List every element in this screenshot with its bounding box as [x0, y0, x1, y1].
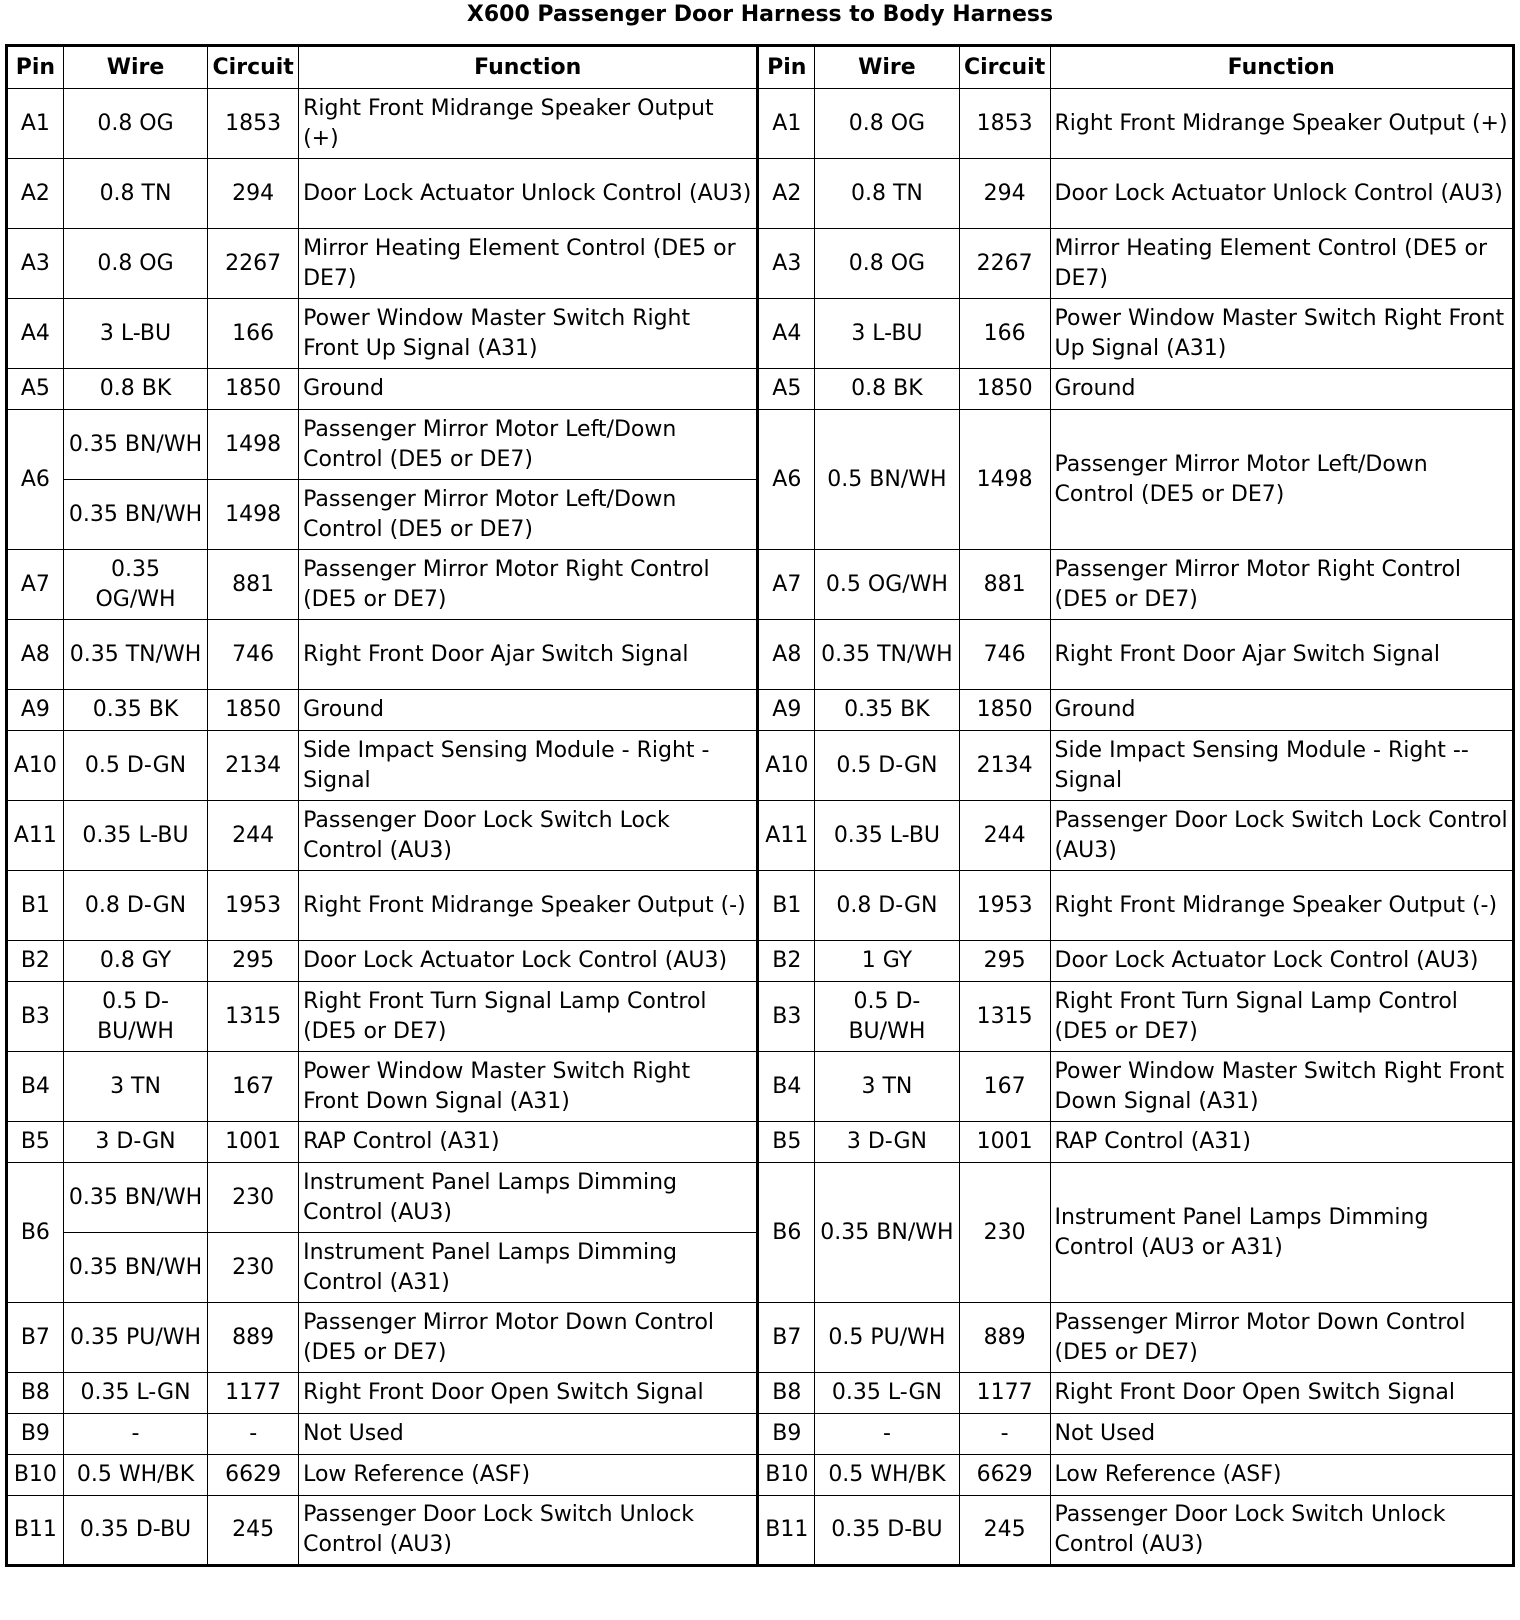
table-row — [7, 1303, 1514, 1373]
right-function: RAP Control (A31) — [1050, 1122, 1514, 1163]
table-row — [7, 1163, 1514, 1233]
right-wire: 0.5 D-GN — [815, 731, 960, 801]
left-function: Low Reference (ASF) — [299, 1455, 758, 1496]
left-pin: A10 — [7, 731, 64, 801]
right-function: Right Front Midrange Speaker Output (+) — [1050, 89, 1514, 159]
left-wire: - — [63, 1414, 208, 1455]
left-circuit: 2267 — [208, 229, 299, 299]
right-wire: 0.8 TN — [815, 159, 960, 229]
left-pin: B3 — [7, 982, 64, 1052]
table-row — [7, 89, 1514, 159]
right-pin: A4 — [758, 299, 815, 369]
header-circuit: Circuit — [959, 46, 1050, 89]
left-wire: 0.8 OG — [63, 89, 208, 159]
right-wire: 1 GY — [815, 941, 960, 982]
table-row — [7, 731, 1514, 801]
left-function: Right Front Midrange Speaker Output (-) — [299, 871, 758, 941]
left-circuit: - — [208, 1414, 299, 1455]
left-wire: 0.5 D-GN — [63, 731, 208, 801]
table-row — [7, 1455, 1514, 1496]
left-wire: 0.5 WH/BK — [63, 1455, 208, 1496]
right-wire: 0.35 L-BU — [815, 801, 960, 871]
left-pin: B7 — [7, 1303, 64, 1373]
left-pin: B9 — [7, 1414, 64, 1455]
left-wire: 0.8 BK — [63, 369, 208, 410]
right-pin: B3 — [758, 982, 815, 1052]
left-wire: 0.35 BN/WH — [63, 1163, 208, 1233]
right-wire: 3 TN — [815, 1052, 960, 1122]
right-pin: A10 — [758, 731, 815, 801]
left-pin: A2 — [7, 159, 64, 229]
left-function: Passenger Mirror Motor Down Control (DE5 or DE7) — [299, 1303, 758, 1373]
left-pin: A4 — [7, 299, 64, 369]
right-wire: 0.8 OG — [815, 89, 960, 159]
right-function: Right Front Midrange Speaker Output (-) — [1050, 871, 1514, 941]
right-circuit: 1850 — [959, 690, 1050, 731]
right-circuit: 1498 — [959, 410, 1050, 550]
right-function: Passenger Mirror Motor Down Control (DE5 or DE7) — [1050, 1303, 1514, 1373]
harness-pin-table — [5, 44, 1515, 1567]
left-function: Power Window Master Switch Right Front Up Signal (A31) — [299, 299, 758, 369]
right-circuit: 167 — [959, 1052, 1050, 1122]
right-function: Mirror Heating Element Control (DE5 or DE7) — [1050, 229, 1514, 299]
right-function: Passenger Door Lock Switch Unlock Control (AU3) — [1050, 1496, 1514, 1566]
table-row — [7, 1496, 1514, 1566]
header-circuit: Circuit — [208, 46, 299, 89]
left-wire: 0.35 L-BU — [63, 801, 208, 871]
left-function: Power Window Master Switch Right Front Down Signal (A31) — [299, 1052, 758, 1122]
left-circuit: 295 — [208, 941, 299, 982]
right-function: Power Window Master Switch Right Front Up Signal (A31) — [1050, 299, 1514, 369]
right-function: Passenger Mirror Motor Right Control (DE5 or DE7) — [1050, 550, 1514, 620]
left-circuit: 167 — [208, 1052, 299, 1122]
left-wire: 0.8 OG — [63, 229, 208, 299]
right-circuit: - — [959, 1414, 1050, 1455]
left-wire: 0.35 BN/WH — [63, 1233, 208, 1303]
left-function: RAP Control (A31) — [299, 1122, 758, 1163]
left-pin: B4 — [7, 1052, 64, 1122]
table-row — [7, 1052, 1514, 1122]
right-wire: - — [815, 1414, 960, 1455]
right-pin: A7 — [758, 550, 815, 620]
table-row — [7, 369, 1514, 410]
right-function: Right Front Door Ajar Switch Signal — [1050, 620, 1514, 690]
left-circuit: 2134 — [208, 731, 299, 801]
right-pin: A11 — [758, 801, 815, 871]
left-pin: A9 — [7, 690, 64, 731]
left-function: Right Front Door Open Switch Signal — [299, 1373, 758, 1414]
left-function: Right Front Midrange Speaker Output (+) — [299, 89, 758, 159]
left-pin: B5 — [7, 1122, 64, 1163]
left-circuit: 6629 — [208, 1455, 299, 1496]
right-pin: A1 — [758, 89, 815, 159]
left-circuit: 889 — [208, 1303, 299, 1373]
right-circuit: 1953 — [959, 871, 1050, 941]
left-function: Passenger Door Lock Switch Unlock Control (AU3) — [299, 1496, 758, 1566]
left-function: Right Front Turn Signal Lamp Control (DE5 or DE7) — [299, 982, 758, 1052]
left-wire: 0.8 GY — [63, 941, 208, 982]
right-pin: B6 — [758, 1163, 815, 1303]
left-wire: 0.35 OG/WH — [63, 550, 208, 620]
left-circuit: 244 — [208, 801, 299, 871]
left-pin: B8 — [7, 1373, 64, 1414]
left-pin: A6 — [7, 410, 64, 550]
header-function: Function — [1050, 46, 1514, 89]
table-row — [7, 801, 1514, 871]
right-wire: 0.35 TN/WH — [815, 620, 960, 690]
left-wire: 3 L-BU — [63, 299, 208, 369]
right-function: Ground — [1050, 690, 1514, 731]
left-wire: 0.5 D-BU/WH — [63, 982, 208, 1052]
left-circuit: 881 — [208, 550, 299, 620]
left-function: Passenger Mirror Motor Right Control (DE5 or DE7) — [299, 550, 758, 620]
left-function: Passenger Mirror Motor Left/Down Control (DE5 or DE7) — [299, 410, 758, 480]
left-pin: A1 — [7, 89, 64, 159]
table-row — [7, 299, 1514, 369]
right-pin: B5 — [758, 1122, 815, 1163]
right-circuit: 230 — [959, 1163, 1050, 1303]
left-circuit: 1498 — [208, 480, 299, 550]
left-function: Passenger Door Lock Switch Lock Control (AU3) — [299, 801, 758, 871]
right-function: Passenger Door Lock Switch Lock Control (AU3) — [1050, 801, 1514, 871]
table-row — [7, 1122, 1514, 1163]
left-wire: 0.8 TN — [63, 159, 208, 229]
left-wire: 0.35 TN/WH — [63, 620, 208, 690]
left-circuit: 1850 — [208, 690, 299, 731]
header-wire: Wire — [815, 46, 960, 89]
right-wire: 0.35 BK — [815, 690, 960, 731]
left-circuit: 245 — [208, 1496, 299, 1566]
left-function: Mirror Heating Element Control (DE5 or DE7) — [299, 229, 758, 299]
left-circuit: 746 — [208, 620, 299, 690]
right-function: Power Window Master Switch Right Front Down Signal (A31) — [1050, 1052, 1514, 1122]
table-body — [7, 89, 1514, 1566]
right-pin: B7 — [758, 1303, 815, 1373]
right-wire: 0.5 OG/WH — [815, 550, 960, 620]
right-wire: 3 L-BU — [815, 299, 960, 369]
right-wire: 0.35 L-GN — [815, 1373, 960, 1414]
right-pin: B4 — [758, 1052, 815, 1122]
left-wire: 0.35 BN/WH — [63, 410, 208, 480]
table-row — [7, 1414, 1514, 1455]
right-pin: B8 — [758, 1373, 815, 1414]
right-pin: B1 — [758, 871, 815, 941]
left-circuit: 1498 — [208, 410, 299, 480]
right-wire: 0.8 D-GN — [815, 871, 960, 941]
left-pin: B2 — [7, 941, 64, 982]
header-row — [7, 46, 1514, 89]
right-circuit: 295 — [959, 941, 1050, 982]
right-circuit: 166 — [959, 299, 1050, 369]
table-row — [7, 229, 1514, 299]
right-circuit: 1177 — [959, 1373, 1050, 1414]
right-circuit: 1853 — [959, 89, 1050, 159]
right-circuit: 294 — [959, 159, 1050, 229]
table-row — [7, 1373, 1514, 1414]
left-wire: 3 TN — [63, 1052, 208, 1122]
right-pin: A5 — [758, 369, 815, 410]
right-function: Side Impact Sensing Module - Right -- Signal — [1050, 731, 1514, 801]
table-row — [7, 871, 1514, 941]
left-function: Side Impact Sensing Module - Right - Signal — [299, 731, 758, 801]
right-circuit: 1850 — [959, 369, 1050, 410]
right-pin: B2 — [758, 941, 815, 982]
left-wire: 0.35 BK — [63, 690, 208, 731]
table-row — [7, 410, 1514, 480]
right-function: Ground — [1050, 369, 1514, 410]
left-pin: A11 — [7, 801, 64, 871]
left-function: Instrument Panel Lamps Dimming Control (A31) — [299, 1233, 758, 1303]
left-wire: 0.35 BN/WH — [63, 480, 208, 550]
right-pin: B11 — [758, 1496, 815, 1566]
left-pin: B11 — [7, 1496, 64, 1566]
left-pin: A7 — [7, 550, 64, 620]
right-circuit: 2267 — [959, 229, 1050, 299]
left-function: Door Lock Actuator Unlock Control (AU3) — [299, 159, 758, 229]
right-wire: 0.35 BN/WH — [815, 1163, 960, 1303]
right-circuit: 2134 — [959, 731, 1050, 801]
header-function: Function — [299, 46, 758, 89]
left-wire: 0.35 L-GN — [63, 1373, 208, 1414]
header-pin: Pin — [7, 46, 64, 89]
table-row — [7, 159, 1514, 229]
left-function: Door Lock Actuator Lock Control (AU3) — [299, 941, 758, 982]
right-function: Passenger Mirror Motor Left/Down Control (DE5 or DE7) — [1050, 410, 1514, 550]
right-function: Right Front Door Open Switch Signal — [1050, 1373, 1514, 1414]
right-circuit: 1315 — [959, 982, 1050, 1052]
left-pin: A3 — [7, 229, 64, 299]
right-wire: 0.5 WH/BK — [815, 1455, 960, 1496]
left-circuit: 230 — [208, 1233, 299, 1303]
left-function: Passenger Mirror Motor Left/Down Control (DE5 or DE7) — [299, 480, 758, 550]
left-circuit: 1850 — [208, 369, 299, 410]
right-circuit: 6629 — [959, 1455, 1050, 1496]
right-wire: 0.5 PU/WH — [815, 1303, 960, 1373]
left-circuit: 1001 — [208, 1122, 299, 1163]
table-row — [7, 690, 1514, 731]
header-wire: Wire — [63, 46, 208, 89]
header-pin: Pin — [758, 46, 815, 89]
right-pin: B10 — [758, 1455, 815, 1496]
right-wire: 0.5 D-BU/WH — [815, 982, 960, 1052]
right-circuit: 1001 — [959, 1122, 1050, 1163]
table-header — [7, 46, 1514, 89]
left-circuit: 166 — [208, 299, 299, 369]
right-wire: 3 D-GN — [815, 1122, 960, 1163]
right-pin: B9 — [758, 1414, 815, 1455]
right-pin: A6 — [758, 410, 815, 550]
left-circuit: 230 — [208, 1163, 299, 1233]
left-pin: B10 — [7, 1455, 64, 1496]
right-wire: 0.5 BN/WH — [815, 410, 960, 550]
right-function: Right Front Turn Signal Lamp Control (DE5 or DE7) — [1050, 982, 1514, 1052]
table-row — [7, 620, 1514, 690]
right-pin: A3 — [758, 229, 815, 299]
left-pin: B1 — [7, 871, 64, 941]
right-circuit: 244 — [959, 801, 1050, 871]
right-circuit: 889 — [959, 1303, 1050, 1373]
right-wire: 0.35 D-BU — [815, 1496, 960, 1566]
left-wire: 3 D-GN — [63, 1122, 208, 1163]
left-circuit: 1953 — [208, 871, 299, 941]
left-circuit: 1853 — [208, 89, 299, 159]
left-function: Ground — [299, 369, 758, 410]
left-circuit: 1177 — [208, 1373, 299, 1414]
left-wire: 0.8 D-GN — [63, 871, 208, 941]
table-row — [7, 550, 1514, 620]
right-function: Door Lock Actuator Unlock Control (AU3) — [1050, 159, 1514, 229]
left-wire: 0.35 PU/WH — [63, 1303, 208, 1373]
right-pin: A2 — [758, 159, 815, 229]
right-function: Low Reference (ASF) — [1050, 1455, 1514, 1496]
right-pin: A9 — [758, 690, 815, 731]
table-row — [7, 982, 1514, 1052]
right-wire: 0.8 BK — [815, 369, 960, 410]
left-function: Ground — [299, 690, 758, 731]
left-circuit: 294 — [208, 159, 299, 229]
right-circuit: 245 — [959, 1496, 1050, 1566]
left-wire: 0.35 D-BU — [63, 1496, 208, 1566]
table-row — [7, 941, 1514, 982]
right-function: Not Used — [1050, 1414, 1514, 1455]
left-pin: A5 — [7, 369, 64, 410]
left-function: Not Used — [299, 1414, 758, 1455]
left-circuit: 1315 — [208, 982, 299, 1052]
right-function: Instrument Panel Lamps Dimming Control (AU3 or A31) — [1050, 1163, 1514, 1303]
left-function: Right Front Door Ajar Switch Signal — [299, 620, 758, 690]
right-pin: A8 — [758, 620, 815, 690]
left-function: Instrument Panel Lamps Dimming Control (AU3) — [299, 1163, 758, 1233]
right-wire: 0.8 OG — [815, 229, 960, 299]
right-function: Door Lock Actuator Lock Control (AU3) — [1050, 941, 1514, 982]
document-title: X600 Passenger Door Harness to Body Harness — [466, 2, 1054, 27]
left-pin: B6 — [7, 1163, 64, 1303]
right-circuit: 881 — [959, 550, 1050, 620]
right-circuit: 746 — [959, 620, 1050, 690]
left-pin: A8 — [7, 620, 64, 690]
